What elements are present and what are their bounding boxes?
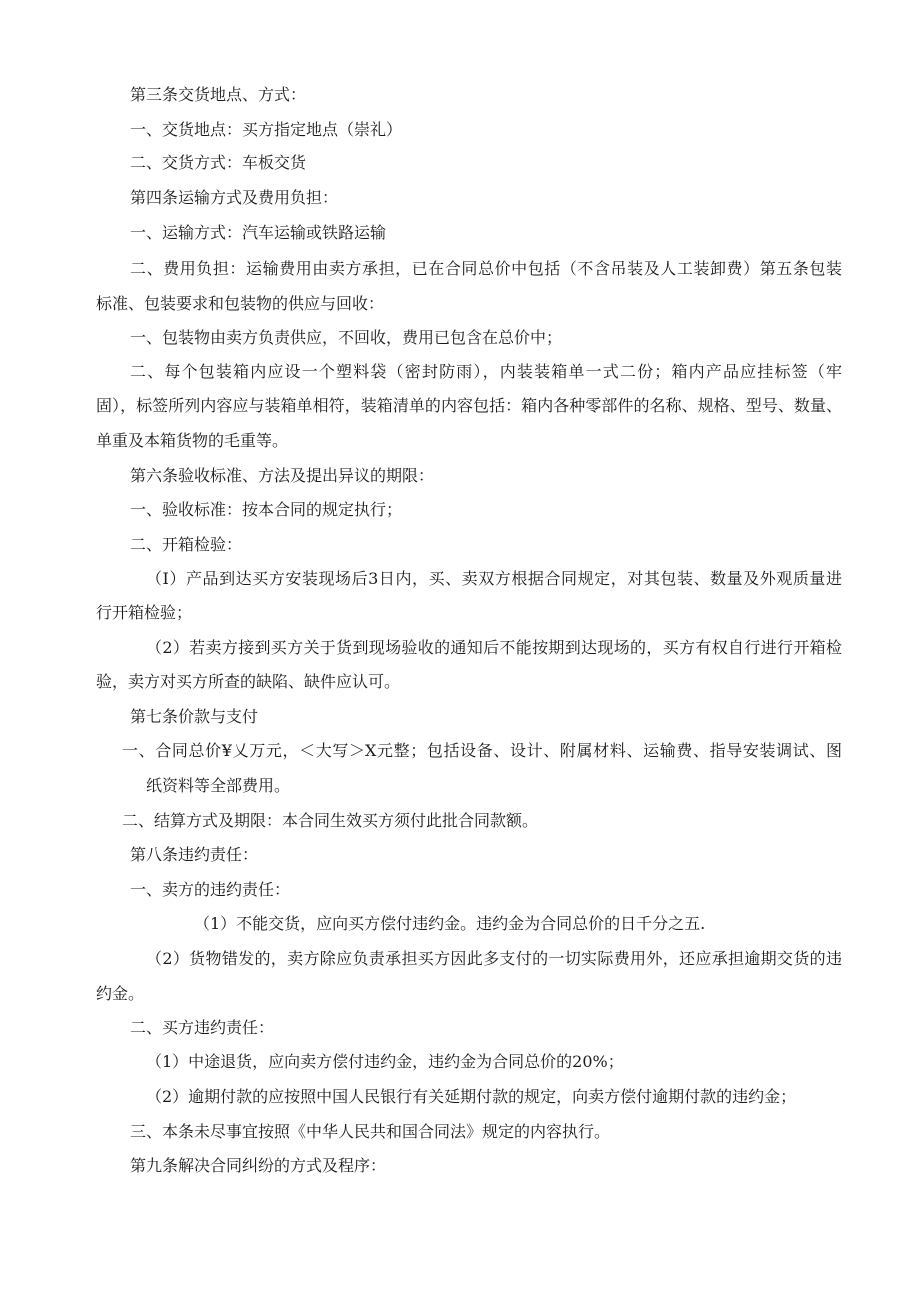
buyer-liability-1: （1）中途退货，应向卖方偿付违约金，违约金为合同总价的20%； [146, 1052, 624, 1071]
inspection-2-line-2: 验，卖方对买方所查的缺陷、缺件应认可。 [96, 672, 401, 691]
packaging-req-line-1: 二、每个包装箱内应设一个塑料袋（密封防雨），内装装箱单一式二份；箱内产品应挂标签（牢 [130, 362, 842, 381]
article-9-heading: 第九条解决合同纠纷的方式及程序： [130, 1156, 387, 1175]
total-price-line-2: 纸资料等全部费用。 [146, 776, 291, 795]
cost-burden-line-2: 标准、包装要求和包装物的供应与回收： [96, 294, 385, 313]
settlement-method: 二、结算方式及期限：本合同生效买方须付此批合同款额。 [122, 811, 539, 830]
packaging-req-line-2: 固），标签所列内容应与装箱单相符，装箱清单的内容包括：箱内各种零部件的名称、规格、型号、数量、 [96, 396, 842, 415]
inspection-1-line-2: 行开箱检验； [96, 603, 193, 622]
delivery-place: 一、交货地点：买方指定地点（崇礼） [130, 120, 403, 139]
cost-burden-line-1: 二、费用负担：运输费用由卖方承担，已在合同总价中包括（不含吊装及人工装卸费）第五条包装 [130, 259, 842, 278]
packaging-supply: 一、包装物由卖方负责供应，不回收，费用已包含在总价中； [130, 328, 563, 347]
seller-liability-heading: 一、卖方的违约责任： [130, 880, 291, 899]
packaging-req-line-3: 单重及本箱货物的毛重等。 [96, 431, 289, 450]
total-price-line-1: 一、合同总价¥乂万元，＜大写＞X元整；包括设备、设计、附属材料、运输费、指导安装调试、图 [122, 741, 842, 760]
article-4-heading: 第四条运输方式及费用负担： [130, 188, 339, 207]
delivery-method: 二、交货方式：车板交货 [130, 153, 307, 172]
article-3-heading: 第三条交货地点、方式： [130, 85, 307, 104]
seller-liability-2-line-1: （2）货物错发的，卖方除应负责承担买方因此多支付的一切实际费用外，还应承担逾期交货的违 [146, 949, 842, 968]
unresolved-matters: 三、本条未尽事宜按照《中华人民共和国合同法》规定的内容执行。 [130, 1122, 611, 1141]
transport-method: 一、运输方式：汽车运输或铁路运输 [130, 223, 387, 242]
article-8-heading: 第八条违约责任： [130, 845, 259, 864]
seller-liability-2-line-2: 约金。 [96, 984, 145, 1003]
inspection-2-line-1: （2）若卖方接到买方关于货到现场验收的通知后不能按期到达现场的，买方有权自行进行开箱检 [146, 638, 842, 657]
buyer-liability-heading: 二、买方违约责任： [130, 1018, 275, 1037]
inspection-1-line-1: （I）产品到达买方安装现场后3日内，买、卖双方根据合同规定，对其包装、数量及外观质量进 [146, 569, 842, 588]
article-6-heading: 第六条验收标准、方法及提出异议的期限： [130, 466, 435, 485]
seller-liability-1: （1）不能交货，应向买方偿付违约金。违约金为合同总价的日千分之五. [194, 914, 706, 933]
article-7-heading: 第七条价款与支付 [130, 707, 259, 726]
acceptance-standard: 一、验收标准：按本合同的规定执行； [130, 500, 403, 519]
buyer-liability-2: （2）逾期付款的应按照中国人民银行有关延期付款的规定，向卖方偿付逾期付款的违约金； [146, 1087, 797, 1106]
unpacking-inspection: 二、开箱检验： [130, 535, 243, 554]
